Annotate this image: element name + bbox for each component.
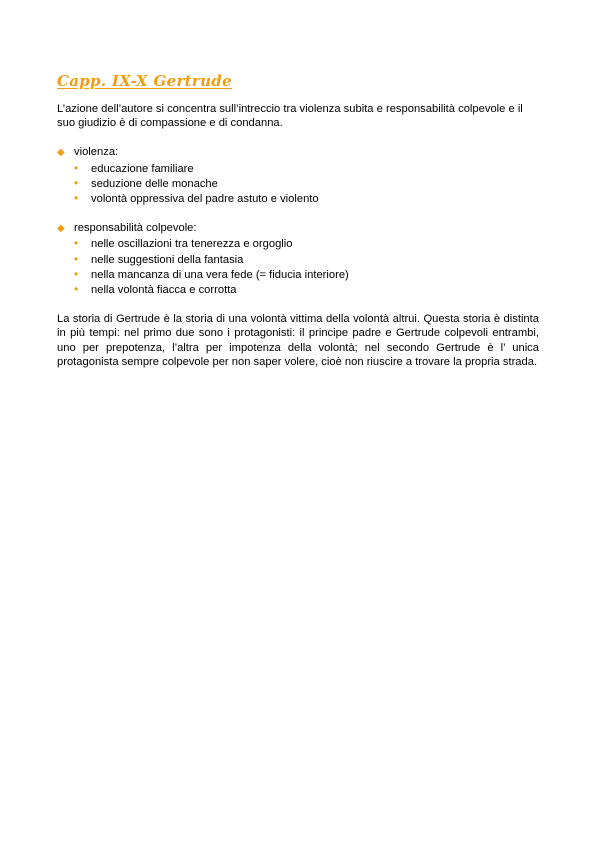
- dot-icon: •: [74, 251, 79, 266]
- bullet-list: [57, 161, 539, 207]
- list-item-text: nelle oscillazioni tra tenerezza e orgoglio: [91, 238, 293, 251]
- document-page: [57, 72, 539, 369]
- dot-icon: •: [74, 236, 79, 251]
- list-item: [74, 236, 539, 251]
- list-item: [74, 176, 539, 191]
- dot-icon: •: [74, 282, 79, 297]
- intro-paragraph: L’azione dell’autore si concentra sull’intreccio tra violenza subita e responsabilità colpevole e il suo giudizio è di compassione e di condanna.: [57, 103, 523, 130]
- section-heading: [57, 145, 539, 160]
- bullet-list: [57, 236, 539, 297]
- diamond-icon: ◆: [57, 223, 65, 235]
- diamond-icon: ◆: [57, 147, 65, 159]
- dot-icon: •: [74, 160, 79, 175]
- list-item-text: educazione familiare: [91, 162, 194, 175]
- list-item-text: nella volontà fiacca e corrotta: [91, 284, 237, 297]
- list-item: [74, 191, 539, 206]
- section-responsabilita: [57, 221, 539, 297]
- list-item: [74, 282, 539, 297]
- list-item-text: nelle suggestioni della fantasia: [91, 253, 244, 266]
- section-label: responsabilità colpevole:: [74, 222, 197, 235]
- dot-icon: •: [74, 191, 79, 206]
- list-item: [74, 252, 539, 267]
- spacer: [57, 206, 539, 221]
- conclusion-paragraph: La storia di Gertrude è la storia di una volontà vittima della volontà altrui. Questa storia è distinta in più tempi: nel primo due sono i protagonisti: il principe padre e Gertrude colpevoli entrambi, uno per prepotenza, l’altra per impotenza della volontà; nel secondo Gertrude è l’ unica protagonista sempre colpevole per non saper volere, cioè non riuscire a trovare la propria strada.: [57, 313, 539, 368]
- spacer: [57, 130, 539, 145]
- list-item: [74, 267, 539, 282]
- list-item-text: volontà oppressiva del padre astuto e violento: [91, 193, 319, 206]
- section-violenza: [57, 145, 539, 206]
- dot-icon: •: [74, 266, 79, 281]
- dot-icon: •: [74, 175, 79, 190]
- list-item: [74, 161, 539, 176]
- page-title: Capp. IX-X Gertrude: [57, 72, 232, 90]
- section-heading: [57, 221, 539, 236]
- section-label: violenza:: [74, 146, 119, 159]
- list-item-text: nella mancanza di una vera fede (= fiducia interiore): [91, 268, 349, 281]
- list-item-text: seduzione delle monache: [91, 177, 218, 190]
